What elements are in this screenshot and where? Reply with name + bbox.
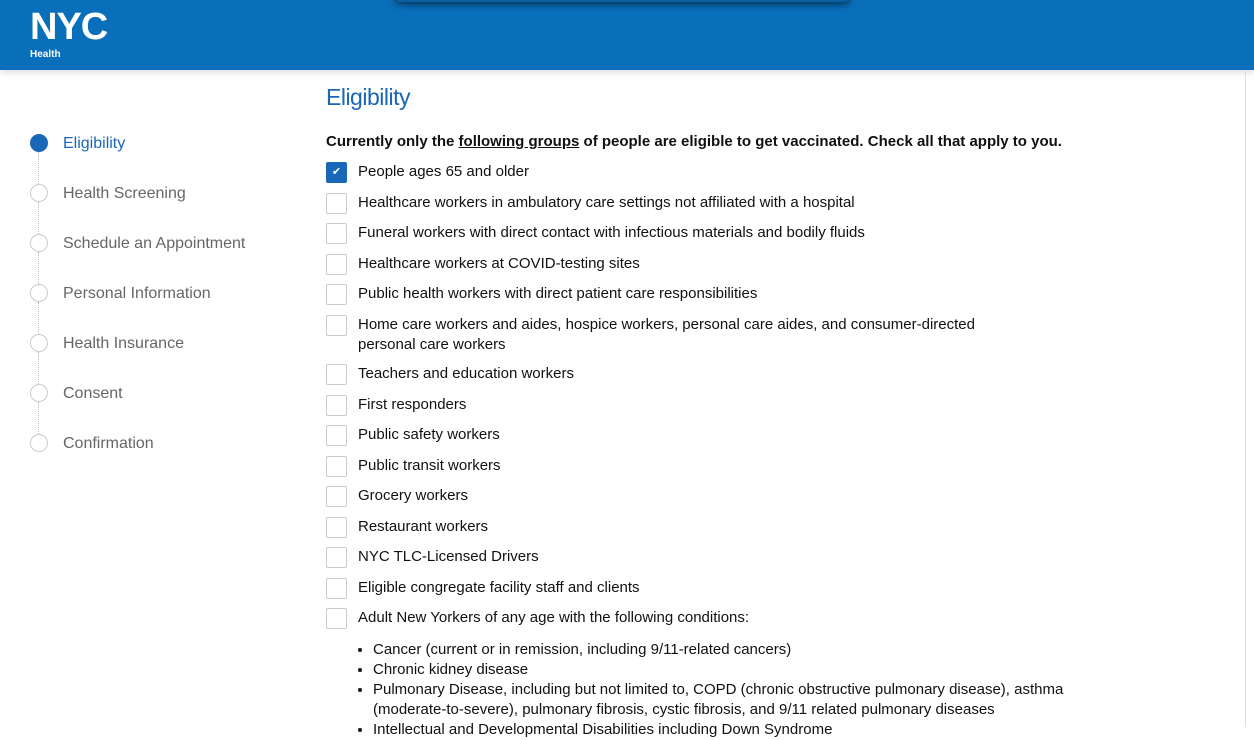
option-label: Healthcare workers in ambulatory care settings not affiliated with a hospital [358, 193, 855, 211]
option-label: Funeral workers with direct contact with infectious materials and bodily fluids [358, 224, 865, 241]
site-header [0, 0, 1254, 70]
eligibility-option[interactable] [326, 517, 1093, 538]
eligibility-form [326, 84, 1093, 740]
step-label: Eligibility [63, 135, 126, 152]
checkbox[interactable] [326, 547, 347, 568]
eligibility-option[interactable] [326, 425, 1093, 446]
conditions-list [373, 640, 1093, 740]
checkbox[interactable] [326, 395, 347, 416]
option-label: Adult New Yorkers of any age with the following conditions: [358, 609, 750, 626]
checkbox[interactable] [326, 486, 347, 507]
option-label: Grocery workers [358, 487, 469, 504]
step-circle-icon [30, 384, 48, 402]
option-label: Public safety workers [358, 426, 500, 443]
option-label: NYC TLC-Licensed Drivers [358, 548, 539, 565]
option-label: Teachers and education workers [358, 365, 574, 382]
step-consent[interactable] [30, 384, 245, 434]
options-list [326, 162, 1093, 629]
step-circle-icon [30, 234, 48, 252]
checkbox[interactable] [326, 517, 347, 538]
step-label: Confirmation [63, 435, 154, 452]
nyc-health-logo[interactable]: NYC Health [30, 6, 108, 60]
eligibility-option[interactable] [326, 547, 1093, 568]
checkbox[interactable] [326, 254, 347, 275]
condition-item: • Pulmonary Disease, including but not limited to, COPD (chronic obstructive pulmonary disease), asthma (moderate-to-severe), pulmonary fibrosis, cystic fibrosis, and 9/11 related pulmonary diseases [373, 680, 1093, 720]
option-label: Healthcare workers at COVID-testing sites [358, 254, 640, 272]
following-groups-link[interactable]: following groups [458, 133, 580, 150]
eligibility-option[interactable] [326, 395, 1093, 416]
eligibility-option[interactable] [326, 608, 1093, 629]
option-label: Public transit workers [358, 456, 501, 474]
condition-item: • Cancer (current or in remission, including 9/11-related cancers) [373, 640, 1093, 660]
intro-text: Currently only the following groups of people are eligible to get vaccinated. Check all that apply to you. [326, 133, 1062, 150]
option-label: Public health workers with direct patient care responsibilities [358, 285, 758, 302]
step-schedule-an-appointment[interactable] [30, 234, 245, 284]
step-health-screening[interactable] [30, 184, 245, 234]
step-circle-icon [30, 434, 48, 452]
step-circle-icon [30, 334, 48, 352]
step-label: Consent [63, 385, 123, 402]
eligibility-option[interactable] [326, 254, 1093, 275]
step-label: Personal Information [63, 285, 211, 302]
checkbox[interactable] [326, 578, 347, 599]
scrollbar[interactable] [1245, 72, 1246, 727]
eligibility-option[interactable] [326, 284, 1093, 305]
step-confirmation[interactable] [30, 434, 245, 484]
eligibility-option[interactable] [326, 364, 1093, 385]
option-label: Eligible congregate facility staff and clients [358, 578, 640, 596]
condition-item: • Chronic kidney disease [373, 660, 1093, 680]
option-label: People ages 65 and older [358, 163, 529, 180]
eligibility-option[interactable] [326, 486, 1093, 507]
step-circle-icon [30, 184, 48, 202]
eligibility-option[interactable] [326, 223, 1093, 244]
checkbox[interactable] [326, 284, 347, 305]
condition-item: • Intellectual and Developmental Disabilities including Down Syndrome [373, 720, 1093, 740]
eligibility-option[interactable] [326, 578, 1093, 599]
step-label: Schedule an Appointment [63, 235, 246, 252]
progress-stepper [30, 134, 245, 484]
step-circle-icon [30, 134, 48, 152]
eligibility-option[interactable] [326, 162, 1093, 183]
eligibility-option[interactable] [326, 193, 1093, 214]
checkbox[interactable] [326, 608, 347, 629]
checkbox[interactable] [326, 364, 347, 385]
checkbox[interactable] [326, 315, 347, 336]
checkbox[interactable] [326, 425, 347, 446]
checkbox[interactable]: ✔ [326, 162, 347, 183]
checkbox[interactable] [326, 223, 347, 244]
step-circle-icon [30, 284, 48, 302]
option-label: Restaurant workers [358, 517, 489, 535]
overlay-shadow [395, 0, 850, 2]
step-label: Health Insurance [63, 335, 184, 352]
eligibility-option[interactable] [326, 456, 1093, 477]
step-eligibility[interactable] [30, 134, 245, 184]
page-title: Eligibility [326, 84, 410, 110]
step-label: Health Screening [63, 185, 186, 202]
checkbox[interactable] [326, 193, 347, 214]
option-label: First responders [358, 395, 467, 413]
checkbox[interactable] [326, 456, 347, 477]
step-health-insurance[interactable] [30, 334, 245, 384]
step-personal-information[interactable] [30, 284, 245, 334]
option-label: Home care workers and aides, hospice workers, personal care aides, and consumer-directed personal care workers [358, 315, 975, 353]
eligibility-option[interactable] [326, 315, 1093, 355]
